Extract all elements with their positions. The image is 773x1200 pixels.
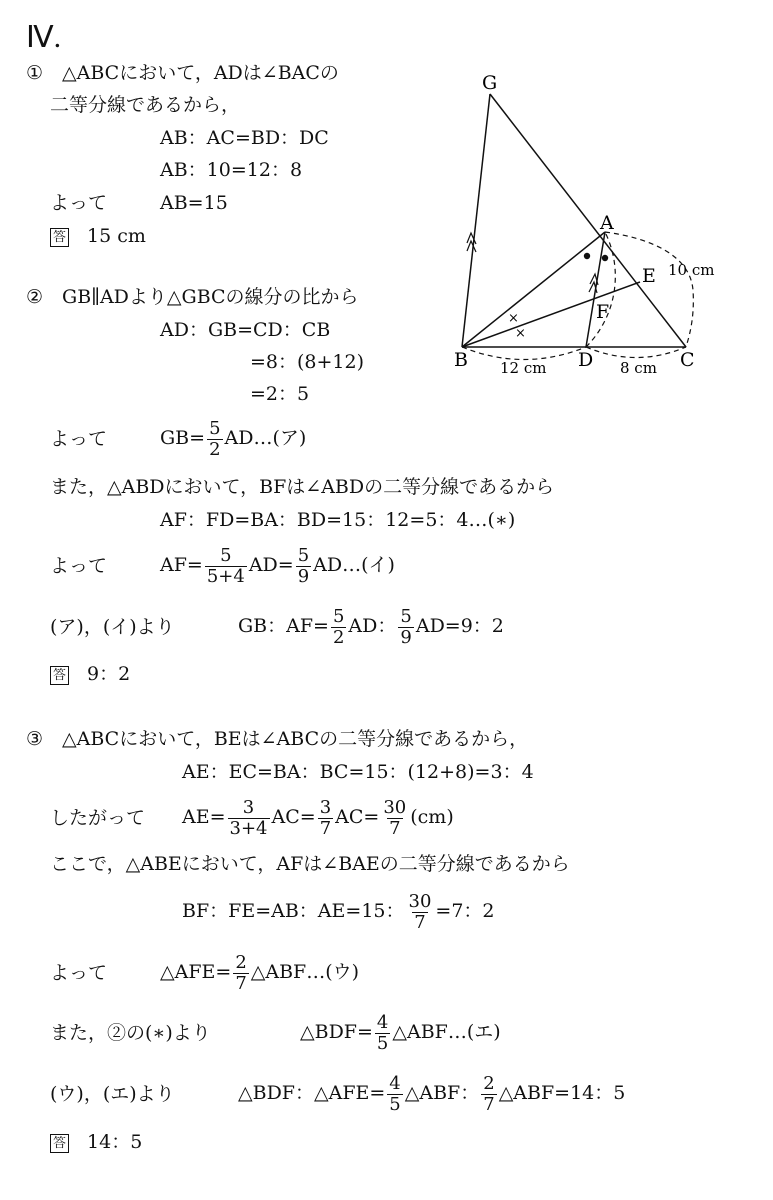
fraction: $\frac{30}{7}$ [408,890,432,933]
label-f: F [596,301,610,323]
answer-mark: 答 [50,228,69,247]
part3-answer-value: 14：5 [87,1131,143,1153]
fraction: $\frac{4}{5}$ [389,1072,401,1115]
angle-cross: × [508,311,519,326]
fraction: $\frac{3}{7}$ [319,796,332,839]
answer-mark: 答 [50,1134,69,1153]
part1-answer [50,224,146,248]
part1-line4: AB：10=12：8 [160,159,303,181]
segment-gb [462,94,490,347]
answer-mark: 答 [50,666,69,685]
label-b: B [454,349,468,371]
fraction: $\frac{5}{9}$ [400,605,412,648]
part3-line1: ③ △ABCにおいて，BEは∠ABCの二等分線であるから， [26,728,529,750]
part1-line5-label: よって [50,192,108,214]
part3-line2: AE：EC=BA：BC=15：(12+8)=3：4 [182,761,534,783]
part2-af-label: よって [50,555,108,577]
part1-answer-value: 15 cm [87,225,146,247]
label-e: E [642,265,656,287]
part2-line6: また，△ABDにおいて，BFは∠ABDの二等分線であるから [50,476,555,498]
part2-line7: AF：FD=BA：BD=15：12=5：4…(∗) [160,509,516,531]
label-g: G [482,72,498,94]
part1-line5-expr: AB=15 [160,192,228,214]
label-a: A [600,212,614,234]
part3-afe-expr: △AFE= $\frac{2}{7}$ △ABF…(ウ) [160,951,360,994]
part2-line2: AD：GB=CD：CB [160,319,331,341]
label-d: D [578,349,594,371]
part3-ratio-label: (ウ)，(エ)より [50,1083,175,1105]
part3-bdf-label: また，②の(∗)より [50,1022,211,1044]
fraction: $\frac{3}{3+4}$ [229,796,268,839]
part2-ratio-label: (ア)，(イ)より [50,616,175,638]
fraction: $\frac{30}{7}$ [383,796,407,839]
part2-line4: =2：5 [250,383,310,405]
part3-bdf-expr: △BDF= $\frac{4}{5}$ △ABF…(エ) [300,1011,501,1054]
segment-be [462,282,640,347]
part3-bf-expr: BF：FE=AB：AE=15： $\frac{30}{7}$ =7：2 [182,890,495,933]
fraction: $\frac{2}{7}$ [483,1072,495,1115]
angle-cross: × [515,326,526,341]
part2-line1: ② GB∥ADより△GBCの線分の比から [26,286,359,308]
part2-af-expr: AF= $\frac{5}{5+4}$ AD= $\frac{5}{9}$ AD…(イ) [160,544,395,587]
fraction: $\frac{2}{7}$ [235,951,247,994]
part2-ratio-expr: GB：AF= $\frac{5}{2}$ AD： $\frac{5}{9}$ AD=9：2 [238,605,504,648]
heading: Ⅳ. [26,21,62,54]
part1-line2: 二等分線であるから， [50,94,241,116]
part3-line4: ここで，△ABEにおいて，AFは∠BAEの二等分線であるから [50,853,570,875]
arc-dashed-dc [586,347,686,358]
angle-dot [584,253,590,259]
fraction: $\frac{5}{9}$ [297,544,310,587]
length-bd: 12 cm [500,359,547,377]
part2-answer [50,662,130,686]
part3-ratio-expr: △BDF：△AFE= $\frac{4}{5}$ △ABF： $\frac{2}{7}$ △ABF=14：5 [238,1072,626,1115]
part1-line3: AB：AC=BD：DC [160,127,329,149]
fraction: $\frac{4}{5}$ [376,1011,389,1054]
fraction: $\frac{5}{5+4}$ [206,544,245,587]
fraction: $\frac{5}{2}$ [209,417,221,460]
part2-line3: =8：(8+12) [250,351,365,373]
part2-answer-value: 9：2 [87,663,131,685]
part3-ae-label: したがって [50,807,146,829]
angle-dot [602,255,608,261]
segment-ba [462,232,605,347]
length-dc: 8 cm [620,359,657,377]
part1-line1: ① △ABCにおいて，ADは∠BACの [26,62,339,84]
part3-answer [50,1130,142,1154]
segment-gc [490,94,686,347]
part2-gb-label: よって [50,428,108,450]
length-ac: 10 cm [668,261,715,279]
fraction: $\frac{5}{2}$ [332,605,345,648]
part3-afe-label: よって [50,962,108,984]
arc-dashed-bd [462,347,586,360]
part3-ae-expr: AE= $\frac{3}{3+4}$ AC= $\frac{3}{7}$ AC= $\frac{30}{7}$ (cm) [182,796,454,839]
triangle-figure [440,60,740,390]
part2-gb-expr: GB= $\frac{5}{2}$ AD…(ア) [160,417,307,460]
label-c: C [680,349,695,371]
